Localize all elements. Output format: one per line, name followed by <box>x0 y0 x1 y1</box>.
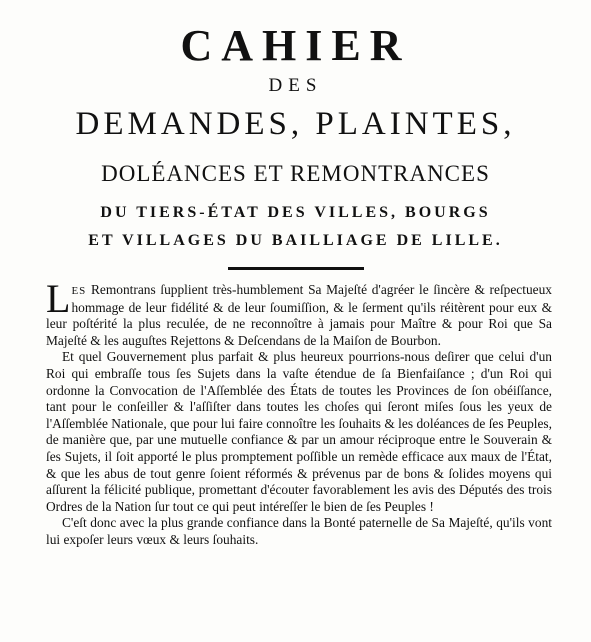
paragraph-3: C'eſt donc avec la plus grande confiance dans la Bonté paternelle de Sa Majeſté, qu'ils vont lui expoſer leurs vœux & leurs ſouhaits. <box>46 515 552 547</box>
title-divider <box>228 267 364 270</box>
paragraph-1 <box>46 276 552 349</box>
paragraph-1-lead: ES <box>71 285 87 297</box>
paragraph-2: Et quel Gouvernement plus parfait & plus heureux pourrions-nous deſirer que celui d'un Roi qui embraſſe tous ſes Sujets dans la vaſte étendue de ſa Bienfaiſance ; d'un Roi qui ordonne la Convocation de l'Aſſemblée des États de toutes les Provinces de ſon obéiſſance, tant pour le conſeiller & l'aſſiſter dans toutes les choſes qui ſeront miſes ſous les yeux de l'Aſſemblée Nationale, que pour lui faire connoître les ſouhaits & les doléances de ſes Peuples, de manière que, par une mutuelle confiance & par un amour réciproque entre le Souverain & ſes Sujets, il ſoit apporté le plus promptement poſſible un remède efficace aux maux de l'État, & que les abus de tout genre ſoient réformés & prévenus par de bons & ſolides moyens qui aſſurent la félicité publique, promettant d'écouter favorablement les avis des Députés des trois Ordres de la Nation ſur tout ce qui peut intéreſſer le bien de ſes Peuples ! <box>46 349 552 514</box>
title-cahier: CAHIER <box>180 21 411 70</box>
title-tiers-etat: DU TIERS-ÉTAT DES VILLES, BOURGS <box>100 204 491 221</box>
paragraph-1-text: Remontrans ſupplient très-humblement Sa Majeſté d'agréer le ſincère & reſpectueux hommage de leur fidélité & de leur ſoumiſſion, & le ſerment qu'ils réitèrent pour eux & leur poſtérité la plus reculée, de ne reconnoître à jamais pour Maître & pour Roi que Sa Majeſté & les auguſtes Rejettons & Deſcendans de la Maiſon de Bourbon. <box>46 282 552 348</box>
title-doleances: DOLÉANCES ET REMONTRANCES <box>101 161 490 186</box>
title-bailliage: ET VILLAGES DU BAILLIAGE DE LILLE. <box>88 232 503 249</box>
body-text <box>46 276 552 549</box>
drop-cap: L <box>46 276 71 321</box>
title-des: DES <box>268 75 323 96</box>
title-demandes-plaintes: DEMANDES, PLAINTES, <box>75 106 516 142</box>
